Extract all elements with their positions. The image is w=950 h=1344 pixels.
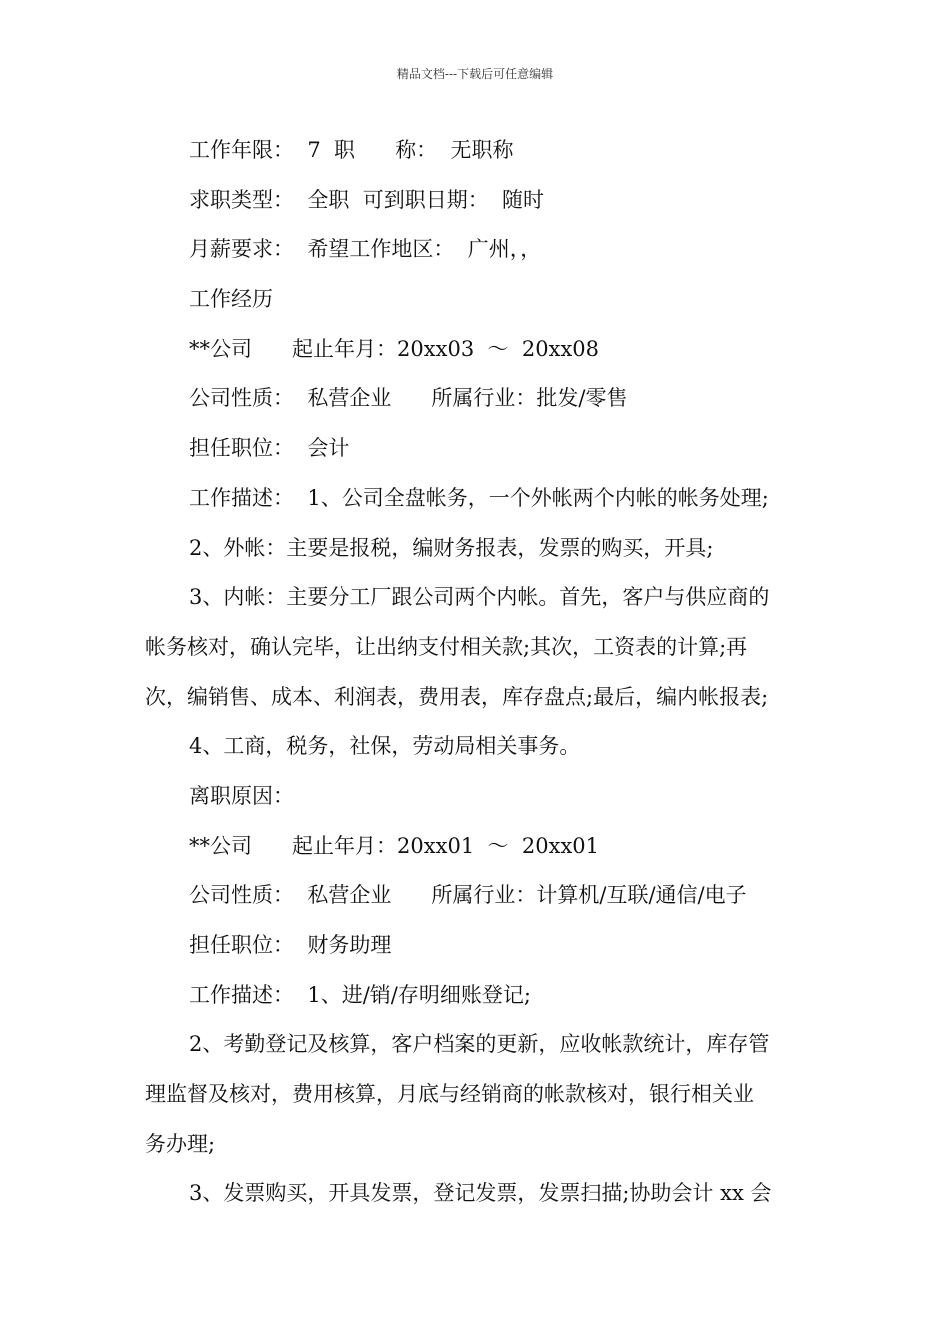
text-line: 理监督及核对，费用核算，月底与经销商的帐款核对，银行相关业: [145, 1082, 754, 1107]
text-line: 务办理;: [145, 1131, 216, 1156]
text-line: **公司 起止年月：20xx03 ～ 20xx08: [189, 336, 600, 361]
text-line: 帐务核对，确认完毕，让出纳支付相关款;其次，工资表的计算;再: [145, 634, 748, 659]
text-line: 3、发票购买，开具发票，登记发票，发票扫描;协助会计 xx 会: [189, 1181, 772, 1206]
section-heading: 工作经历: [189, 287, 273, 312]
text-line: 工作描述： 1、公司全盘帐务，一个外帐两个内帐的帐务处理;: [189, 485, 769, 510]
text-line: 4、工商，税务，社保，劳动局相关事务。: [189, 734, 581, 759]
text-line: 3、内帐：主要分工厂跟公司两个内帐。首先，客户与供应商的: [189, 585, 770, 610]
text-line: 次，编销售、成本、利润表，费用表，库存盘点;最后，编内帐报表;: [145, 684, 769, 709]
text-line: 求职类型： 全职 可到职日期： 随时: [189, 187, 545, 212]
text-line: 离职原因：: [189, 783, 294, 808]
text-line: 工作描述： 1、进/销/存明细账登记;: [189, 982, 531, 1007]
text-line: **公司 起止年月：20xx01 ～ 20xx01: [189, 833, 600, 858]
document-body: [145, 126, 815, 1219]
text-line: 公司性质： 私营企业 所属行业：计算机/互联/通信/电子: [189, 883, 747, 908]
text-line: 担任职位： 财务助理: [189, 933, 392, 957]
text-line: 月薪要求： 希望工作地区： 广州，，: [189, 237, 542, 262]
page-header: 精品文档---下载后可任意编辑: [396, 67, 554, 81]
text-line: 担任职位： 会计: [189, 436, 350, 461]
text-line: 2、考勤登记及核算，客户档案的更新，应收帐款统计，库存管: [189, 1032, 770, 1057]
text-line: 公司性质： 私营企业 所属行业：批发/零售: [189, 386, 628, 411]
text-line: 工作年限： 7 职 称： 无职称: [189, 138, 514, 162]
text-line: 2、外帐：主要是报税，编财务报表，发票的购买，开具;: [189, 535, 714, 560]
